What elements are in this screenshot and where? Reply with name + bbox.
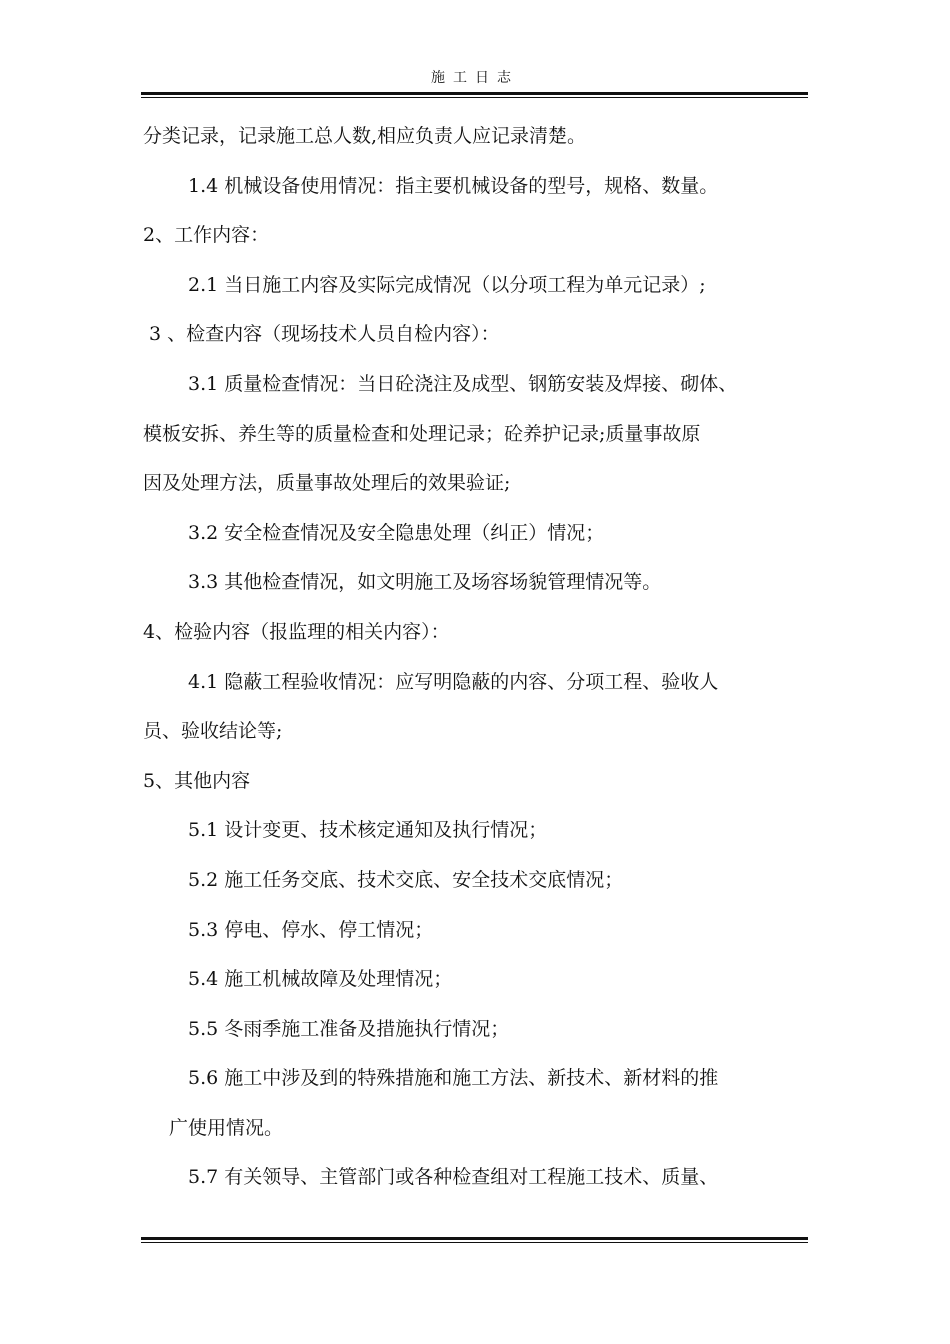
text-line: 5.7 有关领导、主管部门或各种检查组对工程施工技术、质量、	[188, 1166, 719, 1189]
section-heading: 2、工作内容：	[143, 224, 270, 247]
text-line: 因及处理方法，质量事故处理后的效果验证;	[143, 472, 511, 495]
footer-divider	[141, 1237, 808, 1243]
section-heading: 3 、检查内容（现场技术人员自检内容）：	[149, 323, 500, 346]
text-line: 5.6 施工中涉及到的特殊措施和施工方法、新技术、新材料的推	[188, 1067, 719, 1090]
text-line: 1.4 机械设备使用情况：指主要机械设备的型号，规格、数量。	[188, 174, 719, 197]
header-divider	[141, 92, 808, 98]
text-line: 3.1 质量检查情况：当日砼浇注及成型、钢筋安装及焊接、砌体、	[188, 372, 738, 395]
text-line: 5.3 停电、停水、停工情况；	[188, 918, 434, 941]
document-body	[143, 118, 813, 1209]
text-line: 3.3 其他检查情况，如文明施工及场容场貌管理情况等。	[188, 571, 662, 594]
text-line: 2.1 当日施工内容及实际完成情况（以分项工程为单元记录）;	[188, 273, 706, 296]
text-line: 模板安拆、养生等的质量检查和处理记录；砼养护记录;质量事故原	[143, 422, 701, 445]
section-heading: 4、检验内容（报监理的相关内容）：	[143, 620, 450, 643]
text-line: 4.1 隐蔽工程验收情况：应写明隐蔽的内容、分项工程、验收人	[188, 670, 719, 693]
text-line: 5.1 设计变更、技术核定通知及执行情况；	[188, 819, 548, 842]
text-line: 广使用情况。	[169, 1116, 284, 1139]
text-line: 5.2 施工任务交底、技术交底、安全技术交底情况；	[188, 868, 624, 891]
page-header-title: 施工日志	[431, 70, 519, 86]
text-line: 5.5 冬雨季施工准备及措施执行情况；	[188, 1017, 510, 1040]
text-line: 5.4 施工机械故障及处理情况；	[188, 968, 453, 991]
text-line: 员、验收结论等;	[143, 720, 283, 743]
text-line: 分类记录，记录施工总人数,相应负责人应记录清楚。	[143, 125, 587, 147]
text-line: 3.2 安全检查情况及安全隐患处理（纠正）情况；	[188, 521, 605, 544]
section-heading: 5、其他内容	[143, 769, 251, 792]
